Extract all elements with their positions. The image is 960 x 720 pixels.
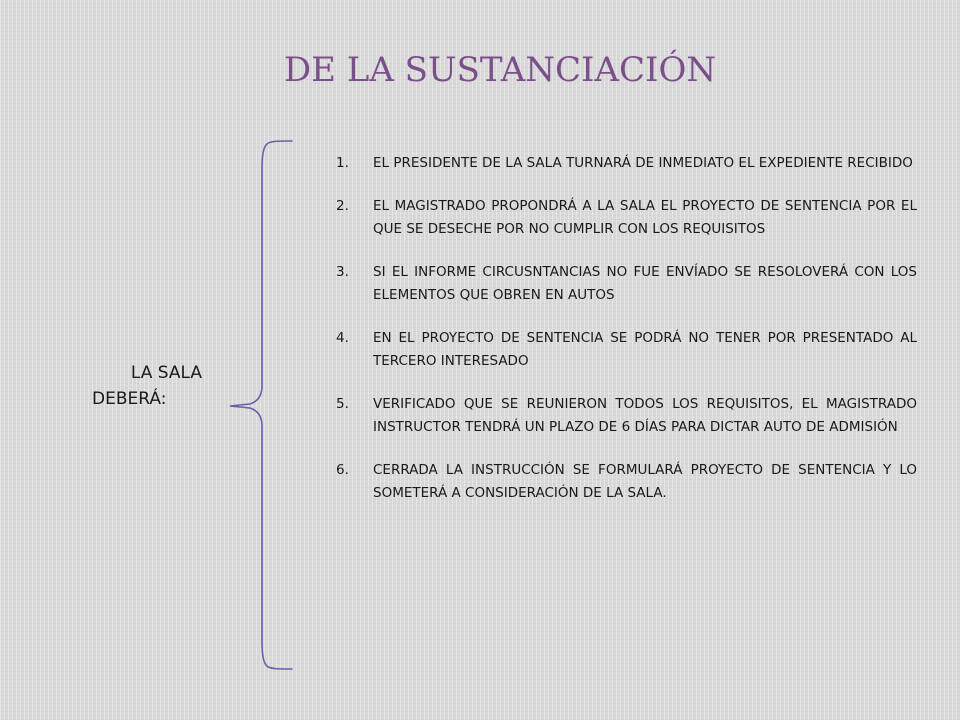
list-item-text: SI EL INFORME CIRCUSNTANCIAS NO FUE ENVÍADO SE RESOLOVERÁ CON LOS ELEMENTOS QUE OBREN EN AUTOS	[373, 264, 917, 303]
list-item	[336, 327, 917, 373]
list-item-text: VERIFICADO QUE SE REUNIERON TODOS LOS REQUISITOS, EL MAGISTRADO INSTRUCTOR TENDRÁ UN PLAZO DE 6 DÍAS PARA DICTAR AUTO DE ADMISIÓN	[373, 396, 917, 435]
list-item	[336, 261, 917, 307]
side-label-line2: DEBERÁ:	[92, 389, 167, 409]
list-item-number: 3.	[336, 264, 349, 280]
list-item	[336, 393, 917, 439]
list-item	[336, 195, 917, 241]
list-item-number: 2.	[336, 198, 349, 214]
curly-brace-icon	[228, 138, 298, 672]
list-item-text: EN EL PROYECTO DE SENTENCIA SE PODRÁ NO TENER POR PRESENTADO AL TERCERO INTERESADO	[373, 330, 917, 369]
slide-title: DE LA SUSTANCIACIÓN	[283, 50, 717, 90]
list-item	[336, 459, 917, 505]
list-item-number: 1.	[336, 155, 349, 171]
list-item-text: CERRADA LA INSTRUCCIÓN SE FORMULARÁ PROYECTO DE SENTENCIA Y LO SOMETERÁ A CONSIDERACIÓN DE LA SALA.	[373, 462, 917, 501]
list-item-number: 4.	[336, 330, 349, 346]
list-item	[336, 152, 917, 175]
requirements-list	[336, 152, 917, 525]
list-item-text: EL MAGISTRADO PROPONDRÁ A LA SALA EL PROYECTO DE SENTENCIA POR EL QUE SE DESECHE POR NO CUMPLIR CON LOS REQUISITOS	[373, 198, 917, 237]
list-item-number: 5.	[336, 396, 349, 412]
list-item-text: EL PRESIDENTE DE LA SALA TURNARÁ DE INMEDIATO EL EXPEDIENTE RECIBIDO	[373, 155, 913, 171]
side-label	[92, 360, 202, 412]
side-label-line1: LA SALA	[130, 363, 202, 383]
list-item-number: 6.	[336, 462, 349, 478]
